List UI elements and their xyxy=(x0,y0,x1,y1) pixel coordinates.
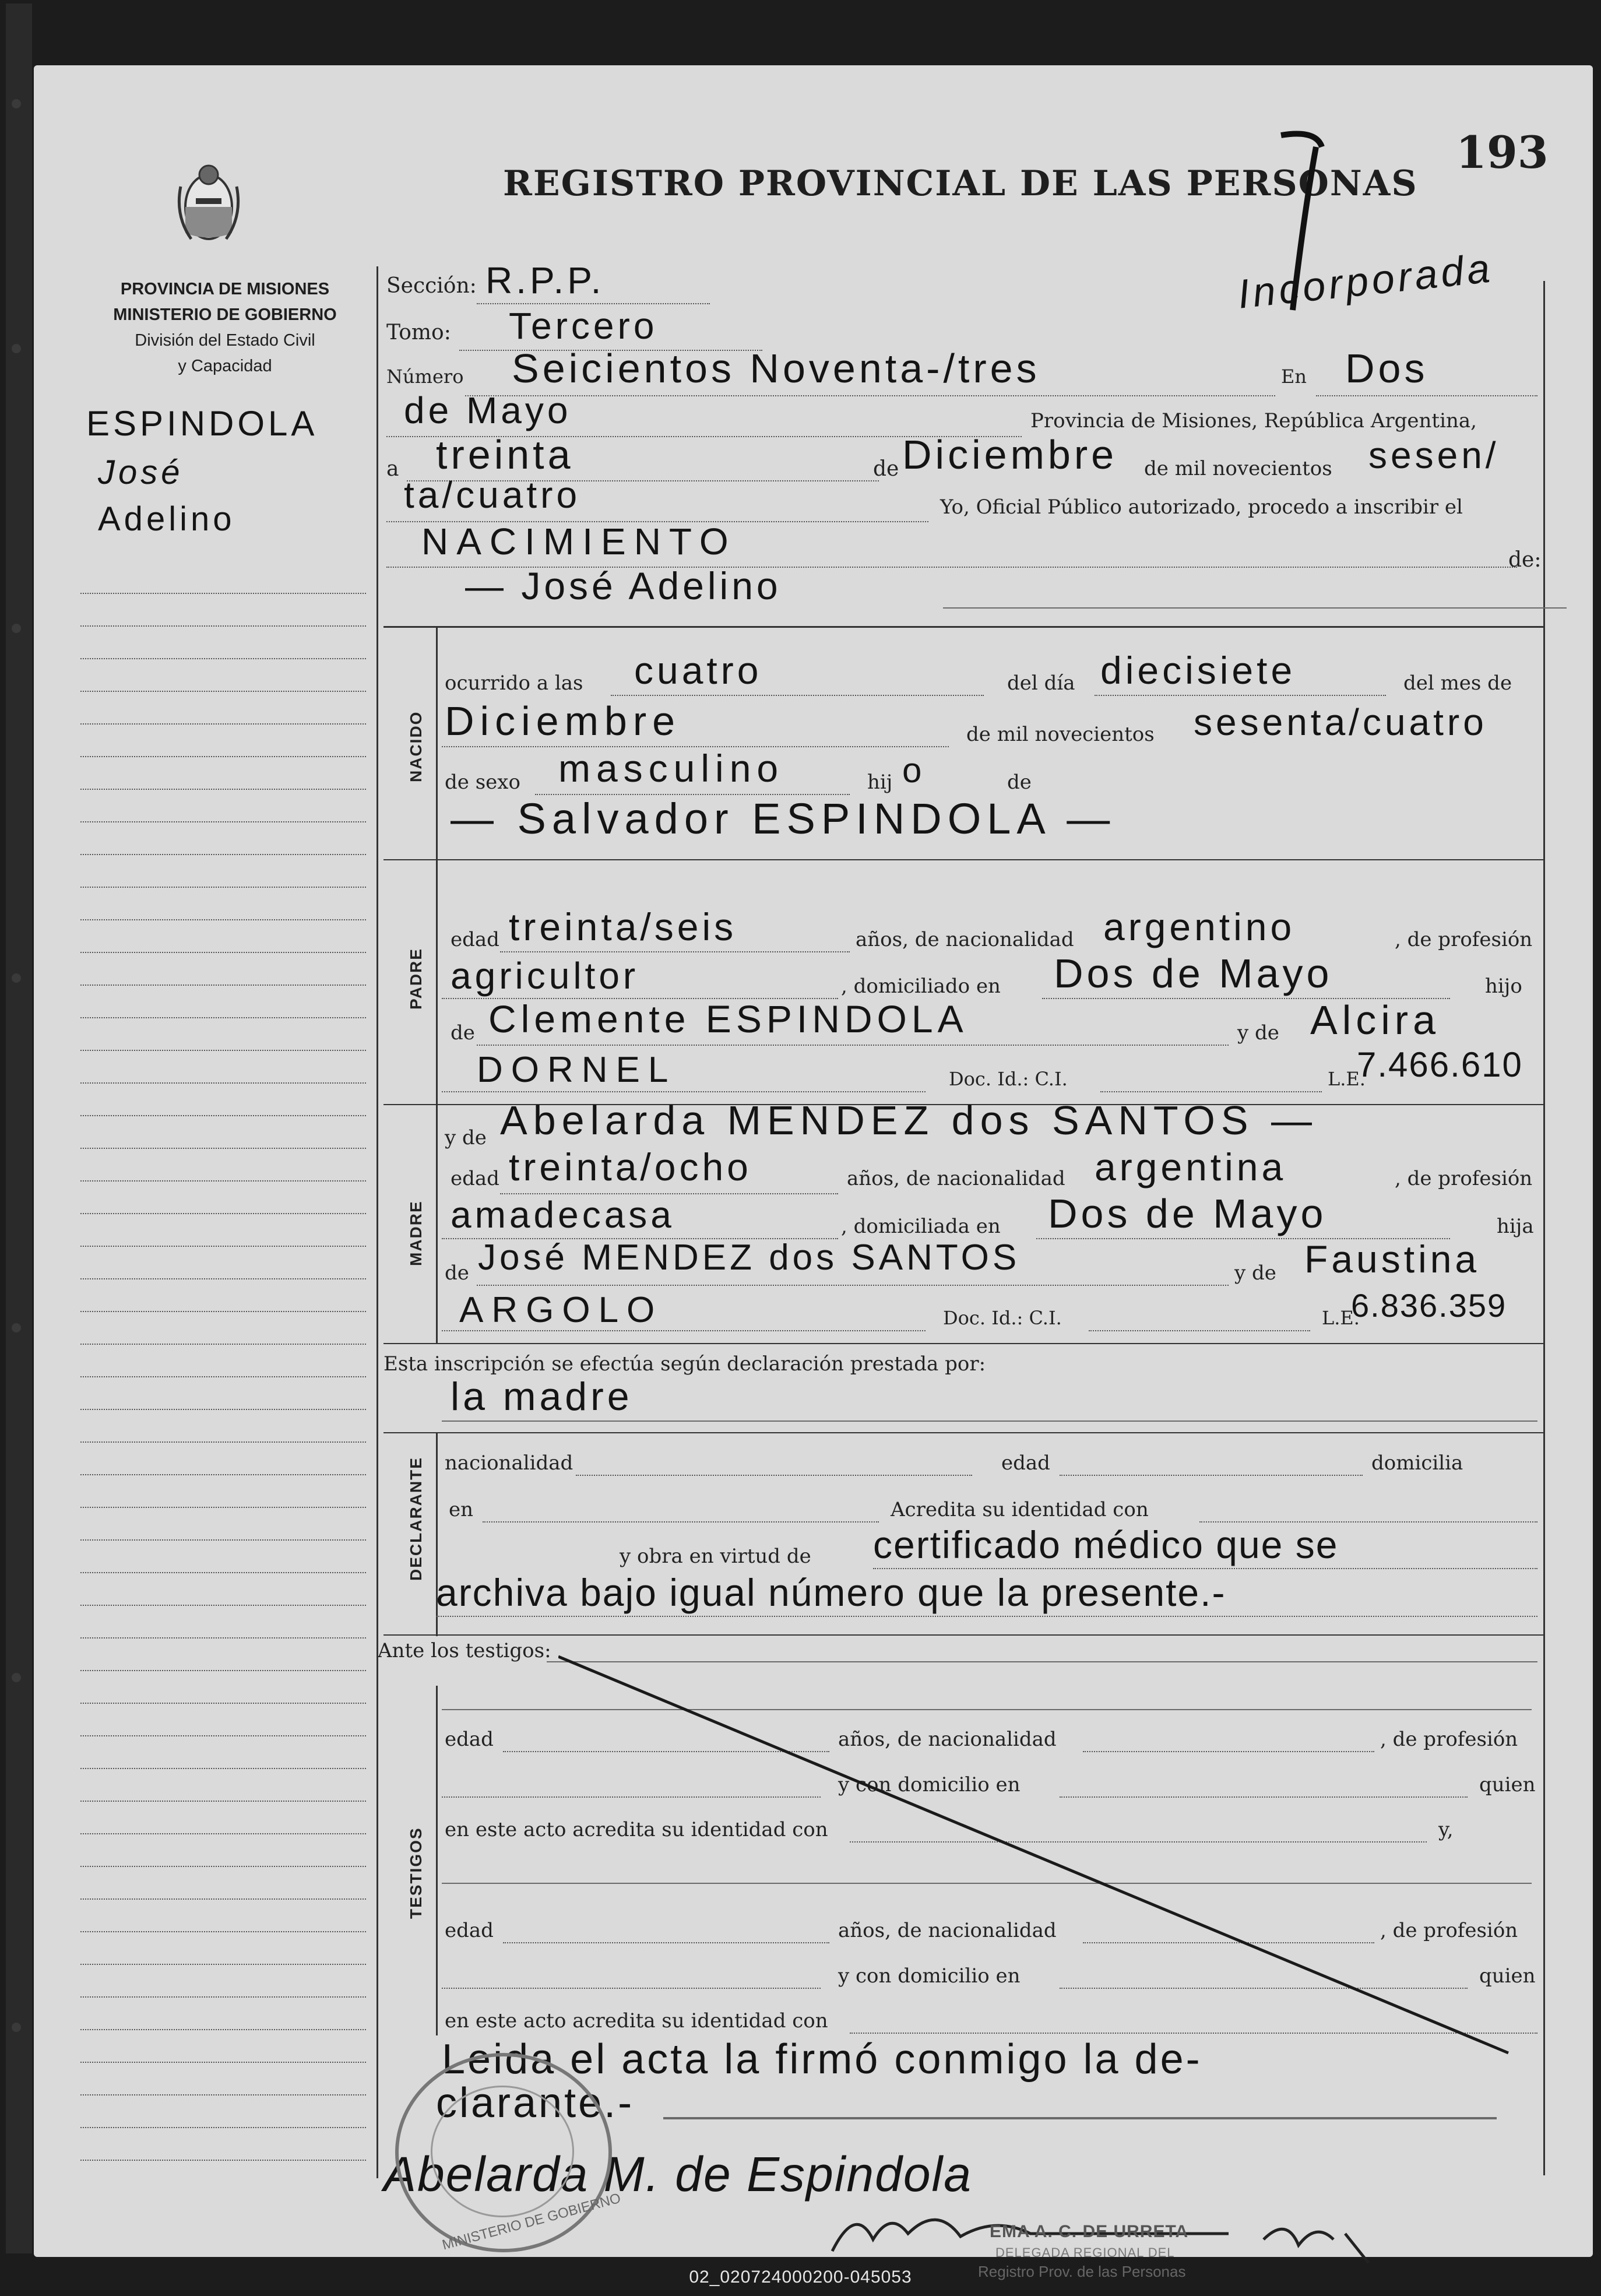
madre-section-label: MADRE xyxy=(407,1200,425,1266)
numero-label: Número xyxy=(386,365,464,388)
margin-ruled-line xyxy=(80,1768,366,1769)
madre-nac-label: años, de nacionalidad xyxy=(847,1167,1065,1190)
margin-annotation: Incorporada xyxy=(1236,245,1496,317)
declarante-section-label: DECLARANTE xyxy=(407,1457,425,1581)
margin-ruled-line xyxy=(80,1996,366,1998)
authority-province: PROVINCIA DE MISIONES xyxy=(120,280,330,298)
year-value-2: ta/cuatro xyxy=(404,474,581,516)
seccion-label: Sección: xyxy=(386,274,477,298)
testigo2-quien-label: quien xyxy=(1479,1964,1536,1988)
margin-ruled-line xyxy=(80,887,366,888)
declarante-intro: Esta inscripción se efectúa según declaración prestada por: xyxy=(383,1352,986,1376)
madre-hija-label: hija xyxy=(1497,1215,1534,1238)
padre-prof-label: , de profesión xyxy=(1395,928,1533,951)
en-label: En xyxy=(1281,365,1307,388)
madre-dom-value: Dos de Mayo xyxy=(1048,1191,1327,1236)
father-name-value: — Salvador ESPINDOLA — xyxy=(451,794,1116,843)
margin-ruled-line xyxy=(80,1637,366,1639)
margin-ruled-line xyxy=(80,1964,366,1965)
margin-ruled-line xyxy=(80,1017,366,1018)
mes-label: del mes de xyxy=(1403,671,1512,695)
madre-name-value: Abelarda MENDEZ dos SANTOS — xyxy=(500,1098,1318,1143)
nacido-section-label: NACIDO xyxy=(407,711,425,782)
testigo2-prof-label: , de profesión xyxy=(1380,1919,1518,1942)
de-colon-label: de: xyxy=(1508,548,1542,572)
declarante-en-label: en xyxy=(449,1498,474,1521)
declarante-obra-value-2: archiva bajo igual número que la presente.- xyxy=(436,1571,1226,1614)
margin-ruled-line xyxy=(80,2062,366,2063)
ocurrido-label: ocurrido a las xyxy=(445,671,583,695)
margin-ruled-line xyxy=(80,1507,366,1508)
margin-ruled-line xyxy=(80,1735,366,1736)
madre-de-label: de xyxy=(445,1261,469,1285)
padre-mother-value-2: DORNEL xyxy=(477,1050,677,1090)
oficial-text: Yo, Oficial Público autorizado, procedo a inscribir el xyxy=(940,495,1463,519)
margin-name1: José xyxy=(98,453,184,491)
page-number: 193 xyxy=(1456,126,1549,178)
declarante-obra-label: y obra en virtud de xyxy=(620,1545,811,1568)
padre-edad-value: treinta/seis xyxy=(509,905,737,948)
authority-division: División del Estado Civil xyxy=(135,331,315,350)
padre-mother-value-1: Alcira xyxy=(1310,997,1441,1043)
madre-edad-value: treinta/ocho xyxy=(509,1145,752,1189)
tomo-label: Tomo: xyxy=(386,321,451,344)
margin-ruled-line xyxy=(80,691,366,692)
place-value: de Mayo xyxy=(404,389,572,431)
padre-edad-label: edad xyxy=(451,928,499,951)
hijo-label: hij xyxy=(867,771,893,794)
margin-ruled-line xyxy=(80,1050,366,1051)
closing-line-1: Leida el acta la firmó conmigo la de- xyxy=(442,2036,1202,2083)
person-value: — José Adelino xyxy=(465,564,782,607)
margin-ruled-line xyxy=(80,1441,366,1443)
margin-ruled-line xyxy=(80,1572,366,1573)
testigo1-acto-label: en este acto acredita su identidad con xyxy=(445,1818,828,1841)
testigo1-nac-label: años, de nacionalidad xyxy=(838,1728,1057,1751)
margin-ruled-line xyxy=(80,1703,366,1704)
margin-ruled-line xyxy=(80,1148,366,1149)
act-value: NACIMIENTO xyxy=(421,521,737,562)
padre-nac-label: años, de nacionalidad xyxy=(856,928,1074,951)
nacido-de-label: de xyxy=(1007,771,1032,794)
margin-ruled-line xyxy=(80,1311,366,1312)
padre-dom-value: Dos de Mayo xyxy=(1054,951,1333,996)
testigo1-prof-label: , de profesión xyxy=(1380,1728,1518,1751)
closing-line-2: clarante.- xyxy=(436,2080,635,2126)
madre-mother-value-2: ARGOLO xyxy=(459,1290,663,1330)
margin-ruled-line xyxy=(80,1605,366,1606)
year-born-value: sesenta/cuatro xyxy=(1194,701,1487,743)
dia-label: del día xyxy=(1007,671,1075,695)
testigo2-nac-label: años, de nacionalidad xyxy=(838,1919,1057,1942)
padre-section-label: PADRE xyxy=(407,948,425,1010)
declarante-edad-label: edad xyxy=(1001,1451,1050,1475)
padre-hijo-label: hijo xyxy=(1485,975,1522,998)
padre-de-label: de xyxy=(451,1021,475,1045)
year-value-1: sesen/ xyxy=(1368,434,1500,476)
declarante-obra-value-1: certificado médico que se xyxy=(873,1523,1339,1566)
testigo2-acto-label: en este acto acredita su identidad con xyxy=(445,2009,828,2033)
margin-ruled-line xyxy=(80,919,366,920)
de-label: de xyxy=(873,457,899,481)
tomo-value: Tercero xyxy=(509,305,658,347)
madre-edad-label: edad xyxy=(451,1167,499,1190)
margin-ruled-line xyxy=(80,1539,366,1541)
margin-ruled-line xyxy=(80,2127,366,2128)
cancel-diagonal-line xyxy=(558,1651,1520,2059)
madre-father-value: José MENDEZ dos SANTOS xyxy=(478,1237,1021,1278)
testigo1-quien-label: quien xyxy=(1479,1773,1536,1796)
margin-ruled-line xyxy=(80,1278,366,1279)
testigos-section-label: TESTIGOS xyxy=(407,1827,425,1919)
madre-yde-label: y de xyxy=(445,1126,487,1149)
sexo-value: masculino xyxy=(558,747,784,790)
padre-prof-value: agricultor xyxy=(451,955,639,997)
annotation-stroke xyxy=(1269,124,1333,316)
coat-of-arms-icon xyxy=(174,152,244,251)
margin-ruled-line xyxy=(80,723,366,725)
testigo1-edad-label: edad xyxy=(445,1728,494,1751)
madre-le-label: L.E. xyxy=(1322,1307,1360,1329)
madre-dom-label: , domiciliada en xyxy=(841,1215,1001,1238)
padre-nac-value: argentino xyxy=(1103,905,1296,948)
testigo1-dom-label: y con domicilio en xyxy=(838,1773,1021,1796)
year-born-label: de mil novecientos xyxy=(966,723,1155,746)
a-label: a xyxy=(386,457,399,481)
margin-ruled-line xyxy=(80,789,366,790)
margin-surname: ESPINDOLA xyxy=(86,404,318,443)
declarante-dom-label: domicilia xyxy=(1371,1451,1463,1475)
margin-ruled-line xyxy=(80,1180,366,1182)
hijo-value: o xyxy=(902,751,926,790)
margin-ruled-line xyxy=(80,1115,366,1116)
margin-ruled-line xyxy=(80,1670,366,1671)
padre-le-label: L.E. xyxy=(1328,1068,1366,1090)
padre-le-value: 7.466.610 xyxy=(1357,1045,1523,1084)
province-text: Provincia de Misiones, República Argentina, xyxy=(1030,409,1477,433)
declarante-acredita-label: Acredita su identidad con xyxy=(891,1498,1149,1521)
margin-divider xyxy=(377,266,378,2178)
month-born-value: Diciembre xyxy=(445,698,681,744)
margin-ruled-line xyxy=(80,1931,366,1932)
day-value: treinta xyxy=(436,432,574,477)
declarante-nac-label: nacionalidad xyxy=(445,1451,573,1475)
margin-ruled-line xyxy=(80,625,366,627)
numero-value: Seicientos Noventa-/tres xyxy=(512,346,1040,391)
declarante-value: la madre xyxy=(451,1374,633,1419)
margin-ruled-line xyxy=(80,952,366,953)
hour-value: cuatro xyxy=(634,649,762,692)
margin-ruled-line xyxy=(80,1082,366,1084)
margin-ruled-line xyxy=(80,984,366,986)
margin-ruled-line xyxy=(80,1801,366,1802)
testigos-intro: Ante los testigos: xyxy=(378,1639,551,1662)
madre-prof-label: , de profesión xyxy=(1395,1167,1533,1190)
officer-title-2: Registro Prov. de las Personas xyxy=(978,2263,1186,2280)
margin-ruled-line xyxy=(80,821,366,822)
margin-ruled-line xyxy=(80,1898,366,1900)
footer-code: 02_020724000200-045053 xyxy=(689,2267,912,2287)
padre-dom-label: , domiciliado en xyxy=(841,975,1001,998)
year-text: de mil novecientos xyxy=(1144,457,1332,480)
margin-ruled-line xyxy=(80,1833,366,1834)
margin-ruled-line xyxy=(80,1344,366,1345)
margin-ruled-line xyxy=(80,756,366,757)
madre-mother-value-1: Faustina xyxy=(1304,1237,1480,1281)
padre-doc-label: Doc. Id.: C.I. xyxy=(949,1068,1068,1090)
margin-ruled-line xyxy=(80,2029,366,2030)
sexo-label: de sexo xyxy=(445,771,520,794)
margin-ruled-line xyxy=(80,658,366,659)
margin-ruled-line xyxy=(80,1474,366,1475)
padre-yde-label: y de xyxy=(1237,1021,1279,1045)
testigo2-edad-label: edad xyxy=(445,1919,494,1942)
seccion-value: R.P.P. xyxy=(485,259,605,301)
authority-ministry: MINISTERIO DE GOBIERNO xyxy=(113,305,337,324)
declarant-signature: Abelarda M. de Espindola xyxy=(383,2147,972,2202)
officer-name: EMA A. C. DE URRETA xyxy=(990,2222,1189,2241)
margin-ruled-line xyxy=(80,593,366,594)
margin-ruled-line xyxy=(80,1246,366,1247)
madre-yde2-label: y de xyxy=(1234,1261,1276,1285)
margin-name2: Adelino xyxy=(98,500,235,538)
book-binding xyxy=(6,3,32,2253)
madre-prof-value: amadecasa xyxy=(451,1194,675,1236)
margin-ruled-line xyxy=(80,1866,366,1867)
month-value: Diciembre xyxy=(902,432,1118,477)
en-value: Dos xyxy=(1345,346,1428,391)
form-title: REGISTRO PROVINCIAL DE LAS PERSONAS xyxy=(503,163,1418,204)
official-stamp xyxy=(395,2053,623,2253)
margin-ruled-line xyxy=(80,2094,366,2095)
authority-block xyxy=(79,276,371,379)
margin-ruled-line xyxy=(80,2160,366,2161)
padre-father-value: Clemente ESPINDOLA xyxy=(488,997,968,1040)
margin-ruled-line xyxy=(80,854,366,855)
margin-ruled-line xyxy=(80,1213,366,1214)
authority-capacity: y Capacidad xyxy=(178,357,272,375)
right-border xyxy=(1543,281,1545,2175)
madre-nac-value: argentina xyxy=(1095,1145,1287,1189)
margin-ruled-line xyxy=(80,1409,366,1410)
madre-doc-label: Doc. Id.: C.I. xyxy=(943,1307,1062,1329)
stamp-text: MINISTERIO DE GOBIERNO xyxy=(440,2190,623,2253)
madre-le-value: 6.836.359 xyxy=(1351,1287,1507,1324)
testigo2-dom-label: y con domicilio en xyxy=(838,1964,1021,1988)
margin-ruled-line xyxy=(80,1376,366,1377)
testigo1-y-label: y, xyxy=(1438,1818,1454,1841)
day-born-value: diecisiete xyxy=(1100,649,1296,692)
officer-title-1: DELEGADA REGIONAL DEL xyxy=(995,2245,1175,2260)
